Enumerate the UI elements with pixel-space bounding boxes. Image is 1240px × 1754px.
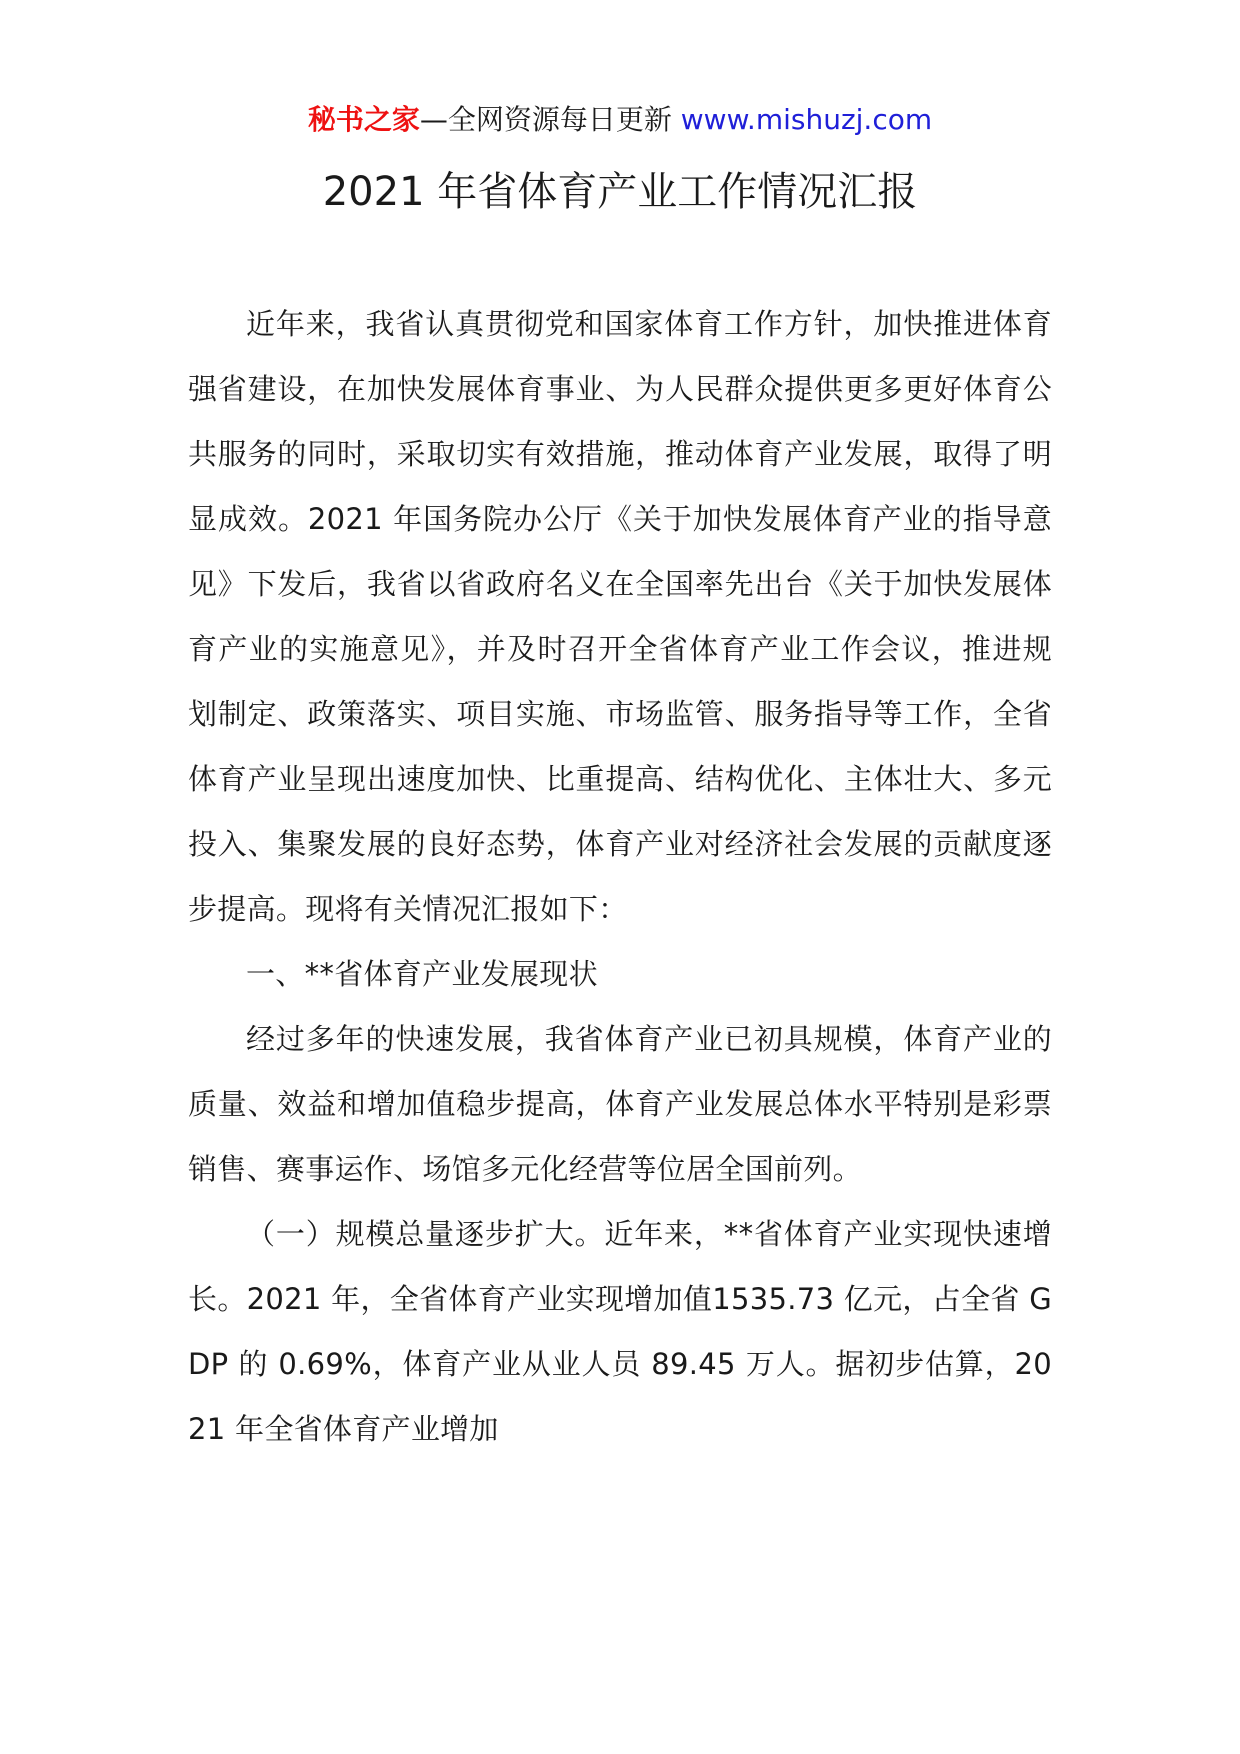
website-link[interactable]: www.mishuzj.com — [680, 103, 933, 136]
banner-tagline: —全网资源每日更新 — [419, 103, 681, 136]
subsection-paragraph: （一）规模总量逐步扩大。近年来，**省体育产业实现快速增长。2021 年，全省体育产业实现增加值1535.73 亿元，占全省 GDP 的 0.69%，体育产业从业人员 89.45 万人。据初步估算，2021 年全省体育产业增加 — [188, 1217, 1052, 1446]
intro-paragraph: 近年来，我省认真贯彻党和国家体育工作方针，加快推进体育强省建设，在加快发展体育事业、为人民群众提供更多更好体育公共服务的同时，采取切实有效措施，推动体育产业发展，取得了明显成效。2021 年国务院办公厅《关于加快发展体育产业的指导意见》下发后，我省以省政府名义在全国率先出台《关于加快发展体育产业的实施意见》，并及时召开全省体育产业工作会议，推进规划制定、政策落实、项目实施、市场监管、服务指导等工作，全省体育产业呈现出速度加快、比重提高、结构优化、主体壮大、多元投入、集聚发展的良好态势，体育产业对经济社会发展的贡献度逐步提高。现将有关情况汇报如下： — [188, 307, 1052, 926]
site-banner — [0, 100, 1240, 140]
brand-name: 秘书之家 — [307, 103, 420, 136]
section-heading: 一、**省体育产业发展现状 — [246, 957, 598, 991]
section-paragraph: 经过多年的快速发展，我省体育产业已初具规模，体育产业的质量、效益和增加值稳步提高，体育产业发展总体水平特别是彩票销售、赛事运作、场馆多元化经营等位居全国前列。 — [188, 1022, 1052, 1186]
document-title: 2021 年省体育产业工作情况汇报 — [322, 169, 918, 215]
document-body — [188, 292, 1052, 1462]
